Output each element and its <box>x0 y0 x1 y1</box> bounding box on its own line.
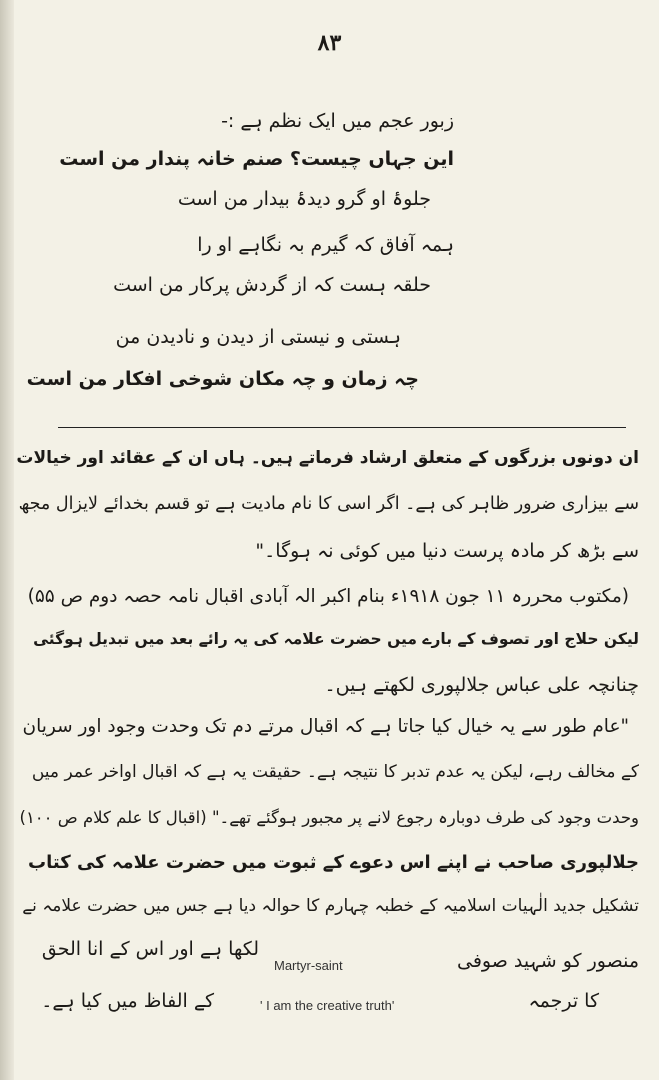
para2-line-2: چنانچہ علی عباس جلالپوری لکھتے ہیں۔ <box>324 674 639 696</box>
para1-citation: (مکتوب محررہ ۱۱ جون ۱۹۱۸ء بنام اکبر الہ آبادی اقبال نامہ حصہ دوم ص ۵۵) <box>27 586 629 607</box>
poem-verse-2: جلوۂ او گرو دیدۂ بیدار من است <box>177 188 431 210</box>
poem-verse-4: حلقہ ہست کہ از گردش پرکار من است <box>113 274 431 296</box>
english-gloss-martyr: Martyr-saint <box>274 958 343 973</box>
para3-line-3b: منصور کو شہید صوفی <box>457 950 639 972</box>
intro-line: زبور عجم میں ایک نظم ہے :- <box>221 110 454 132</box>
quote-line-2: کے مخالف رہے، لیکن یہ عدم تدبر کا نتیجہ ہے۔ حقیقت یہ ہے کہ اقبال اواخر عمر میں <box>31 762 639 782</box>
english-gloss-creative-truth: ' I am the creative truth' <box>260 998 395 1013</box>
para2-line-1: لیکن حلاج اور تصوف کے بارے میں حضرت علامہ کی یہ رائے بعد میں تبدیل ہوگئی <box>33 630 639 648</box>
page-binding-edge <box>0 0 14 1080</box>
para1-line-1: ان دونوں بزرگوں کے متعلق ارشاد فرماتے ہیں۔ ہاں ان کے عقائد اور خیالات <box>16 448 639 468</box>
page-number: ۸۳ <box>317 30 342 56</box>
poem-verse-3: ہمہ آفاق کہ گیرم بہ نگاہے او را <box>197 234 454 256</box>
poem-verse-6: چہ زمان و چہ مکان شوخی افکار من است <box>26 368 419 390</box>
para3-line-4a: کے الفاظ میں کیا ہے۔ <box>41 990 214 1012</box>
para1-line-2: سے بیزاری ضرور ظاہر کی ہے۔ اگر اسی کا نام مادیت ہے تو قسم بخدائے لایزال مجھ <box>18 494 639 514</box>
quote-line-3: وحدت وجود کی طرف دوبارہ رجوع لانے پر مجبور ہوگئے تھے۔" (اقبال کا علم کلام ص ۱۰۰) <box>19 808 639 827</box>
para1-line-3: سے بڑھ کر مادہ پرست دنیا میں کوئی نہ ہوگا۔" <box>255 540 639 562</box>
poem-verse-1: این جہاں چیست؟ صنم خانہ پندار من است <box>59 148 454 170</box>
para3-line-4b: کا ترجمہ <box>528 990 599 1012</box>
poem-verse-5: ہستی و نیستی از دیدن و نادیدن من <box>115 326 401 348</box>
para3-line-2: تشکیل جدید الٰہیات اسلامیہ کے خطبہ چہارم کا حوالہ دیا ہے جس میں حضرت علامہ نے <box>22 896 639 916</box>
para3-line-3a: لکھا ہے اور اس کے انا الحق <box>41 938 259 960</box>
para3-line-1: جلالپوری صاحب نے اپنے اس دعوے کے ثبوت میں حضرت علامہ کی کتاب <box>28 852 639 873</box>
quote-line-1: "عام طور سے یہ خیال کیا جاتا ہے کہ اقبال مرتے دم تک وحدت وجود اور سریان <box>22 716 629 737</box>
section-divider <box>58 427 626 428</box>
